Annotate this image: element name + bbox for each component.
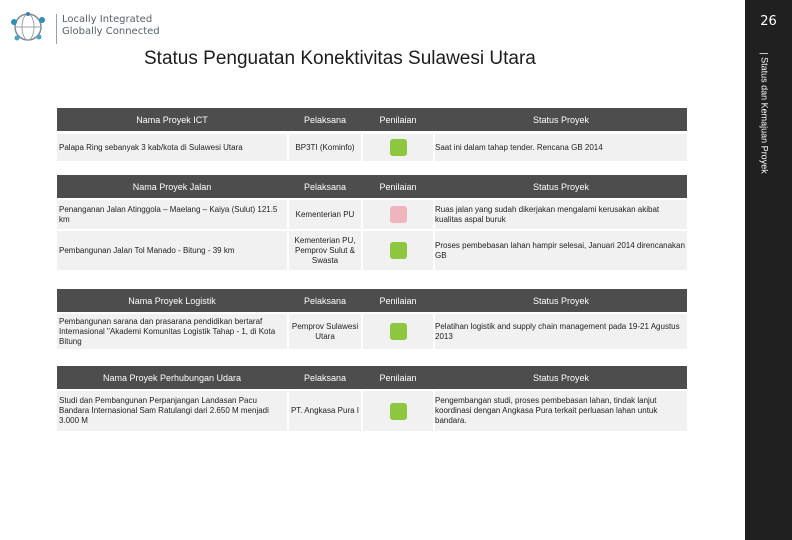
project-name: Penanganan Jalan Atinggola – Maelang – Kaiya (Sulut) 121.5 km [59, 204, 278, 224]
header-executor: Pelaksana [303, 295, 347, 306]
project-name: Palapa Ring sebanyak 3 kab/kota di Sulawesi Utara [59, 142, 243, 152]
rating-indicator-green [390, 403, 407, 420]
project-status: Proses pembebasan lahan hampir selesai, Januari 2014 direncanakan GB [435, 240, 685, 260]
project-name: Pembangunan sarana dan prasarana pendidikan bertaraf Internasional "Akademi Komunitas Logistik Tahap - 1, di Kota Bitung [59, 316, 276, 346]
brand-logo [8, 10, 168, 46]
table-row [57, 314, 687, 349]
project-executor: Kementerian PU [295, 209, 355, 219]
header-status: Status Proyek [532, 295, 590, 306]
page-title: Status Penguatan Konektivitas Sulawesi Utara [144, 48, 536, 69]
project-status: Saat ini dalam tahap tender. Rencana GB 2014 [435, 142, 603, 152]
header-status: Status Proyek [532, 372, 590, 383]
project-status: Pengembangan studi, proses pembebasan lahan, tindak lanjut koordinasi dengan Angkasa Pura terkait perluasan lahan untuk bandara. [435, 396, 658, 425]
table-header-aviation [57, 366, 687, 389]
project-name: Studi dan Pembangunan Perpanjangan Landasan Pacu Bandara Internasional Sam Ratulangi dari 2.650 M menjadi 3.000 M [59, 396, 269, 425]
table-row [57, 134, 687, 161]
project-executor: Pemprov Sulawesi Utara [291, 321, 359, 341]
header-rating: Penilaian [379, 295, 417, 306]
table-header-ict [57, 108, 687, 131]
header-project-name: Nama Proyek Perhubungan Udara [102, 372, 242, 383]
rating-indicator-green [390, 242, 407, 259]
project-status: Pelatihan logistik and supply chain management pada 19-21 Agustus 2013 [435, 321, 680, 341]
brand-line-2: Globally Connected [62, 26, 160, 37]
project-status: Ruas jalan yang sudah dikerjakan mengalami kerusakan akibat kualitas aspal buruk [435, 204, 660, 224]
header-executor: Pelaksana [303, 372, 347, 383]
header-executor: Pelaksana [303, 181, 347, 192]
project-name: Pembangunan Jalan Tol Manado - Bitung - 39 km [59, 245, 235, 255]
globe-network-icon [8, 10, 48, 44]
header-executor: Pelaksana [303, 114, 347, 125]
brand-line-1: Locally Integrated [62, 14, 153, 25]
brand-text [62, 14, 160, 38]
header-status: Status Proyek [532, 114, 590, 125]
header-project-name: Nama Proyek Jalan [132, 181, 212, 192]
rating-indicator-green [390, 323, 407, 340]
table-row [57, 231, 687, 270]
project-executor: BP3TI (Kominfo) [295, 142, 355, 152]
table-header-road [57, 175, 687, 198]
header-status: Status Proyek [532, 181, 590, 192]
header-project-name: Nama Proyek Logistik [128, 295, 216, 306]
logo-divider [56, 14, 57, 44]
rating-indicator-red [390, 206, 407, 223]
table-row [57, 200, 687, 229]
table-row [57, 391, 687, 431]
side-title-text: | Status dan Kemajuan Proyek [760, 51, 771, 174]
header-project-name: Nama Proyek ICT [136, 114, 208, 125]
header-rating: Penilaian [379, 114, 417, 125]
header-rating: Penilaian [379, 372, 417, 383]
rating-indicator-green [390, 139, 407, 156]
page-number: 26 [760, 14, 777, 29]
side-title [735, 40, 792, 185]
project-executor: Kementerian PU, Pemprov Sulut & Swasta [294, 235, 356, 265]
table-header-logistics [57, 289, 687, 312]
header-rating: Penilaian [379, 181, 417, 192]
project-executor: PT. Angkasa Pura I [290, 406, 360, 415]
